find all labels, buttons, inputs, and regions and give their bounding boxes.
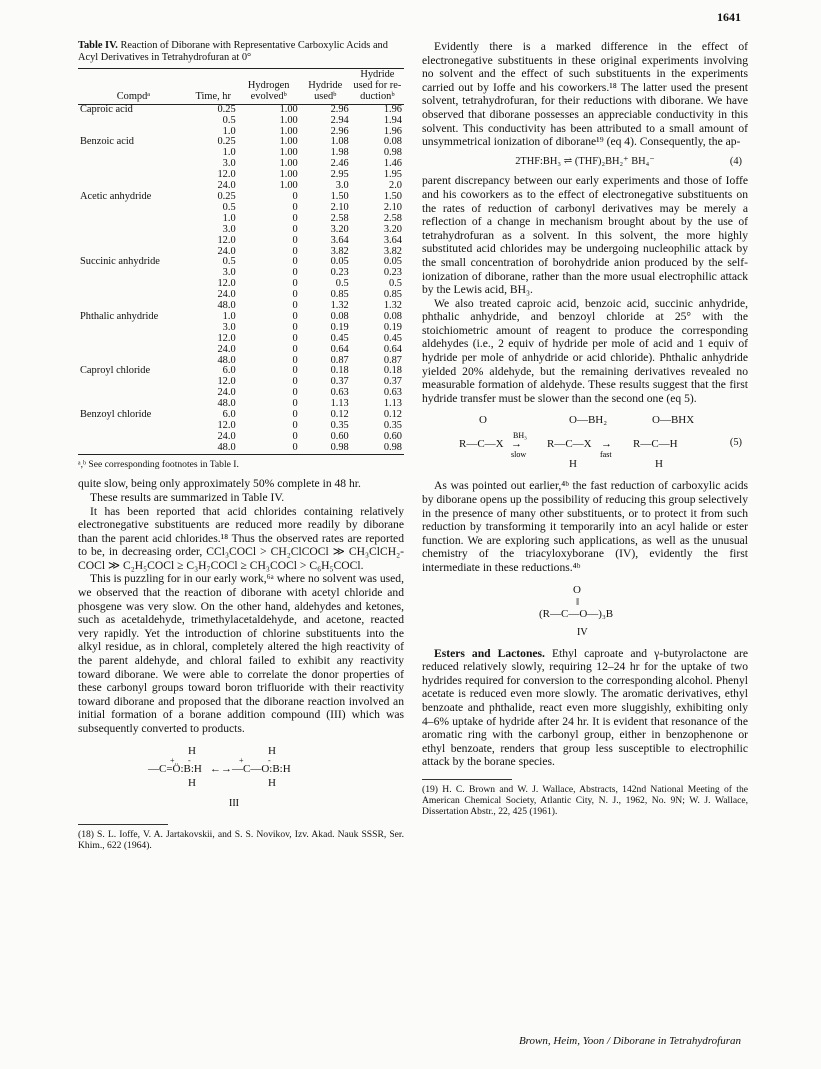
cell-compound — [78, 159, 189, 170]
cell-value: 0.98 — [383, 441, 402, 453]
svg-text:-: - — [188, 755, 191, 765]
cell-value: 0 — [292, 398, 298, 410]
cell-value: 3.20 — [383, 223, 402, 235]
footnote-rule — [78, 824, 168, 825]
cell-value: 0.5 — [222, 201, 236, 213]
cell-value: 0 — [292, 321, 298, 333]
cell-compound: Caproic acid — [80, 103, 133, 115]
svg-text:←→: ←→ — [210, 762, 232, 775]
cell-compound: Benzoic acid — [80, 136, 134, 148]
cell-value: 24.0 — [217, 387, 236, 399]
right-paragraph-3: We also treated caproic acid, benzoic acid, succinic anhydride, phthalic anhydride, and benzoyl chloride at 25° with the stoichiometric amount of reagent to produce the corresponding aldehydes (i.e., 2 equiv of hydride per mole of acid and 1 equiv of hydride per mole of anhydride or acid chloride). Phthalic anhydride yielded 20% aldehyde, but the remaining derivatives revealed no measurable formation of aldehyde. These results suggest that the first hydride transfer must be slower than the second one (eq 5). — [422, 296, 748, 405]
footnote-19: (19) H. C. Brown and W. J. Wallace, Abstracts, 142nd National Meeting of the American Chemical Society, Atlantic City, N. J., 1962, No. 9N; W. J. Wallace, Dissertation Abstr., 22, 425 (1961). — [422, 783, 748, 817]
cell-compound — [78, 203, 189, 214]
cell-value: 1.32 — [330, 300, 349, 312]
cell-compound — [78, 432, 189, 443]
svg-text:→: → — [511, 438, 522, 451]
esters-paragraph — [422, 647, 748, 769]
cell-value: 0.64 — [330, 343, 349, 355]
cell-value: 24.0 — [217, 289, 236, 301]
cell-value: 0.35 — [383, 420, 402, 431]
eq5-number: (5) — [729, 436, 742, 448]
eq5-reagent: BH₃ — [513, 431, 527, 441]
cell-value: 1.08 — [330, 136, 349, 148]
cell-value: 0 — [292, 212, 298, 224]
cell-value: 0.05 — [383, 256, 402, 268]
svg-text:—C—O:B:H: —C—O:B:H — [232, 762, 291, 775]
cell-value: 12.0 — [217, 376, 236, 388]
cell-value: 1.96 — [383, 103, 402, 115]
svg-text:R—C—X: R—C—X — [547, 438, 592, 451]
cell-value: 0.64 — [383, 343, 402, 355]
cell-value: 0 — [292, 201, 298, 213]
svg-text:R—C—H: R—C—H — [633, 438, 678, 451]
cell-value: 0 — [292, 223, 298, 235]
svg-text:R—C—X: R—C—X — [459, 438, 504, 451]
cell-value: 0.12 — [330, 409, 349, 421]
cell-value: 0.25 — [217, 190, 236, 202]
cell-value: 0.19 — [383, 321, 402, 333]
cell-value: 0.87 — [330, 354, 349, 366]
cell-value: 1.00 — [279, 103, 298, 115]
cell-value: 0.12 — [383, 409, 402, 421]
cell-compound: Phthalic anhydride — [80, 310, 159, 322]
table-row — [78, 236, 404, 247]
cell-value: 0 — [292, 409, 298, 421]
cell-compound — [78, 116, 189, 127]
cell-value: 1.00 — [279, 147, 298, 159]
svg-text:O: O — [573, 583, 581, 596]
running-footer: Brown, Heim, Yoon / Diborane in Tetrahydrofuran — [518, 1035, 741, 1047]
cell-value: 0.5 — [222, 256, 236, 268]
svg-text:—C=Ö:B:H: —C=Ö:B:H — [148, 762, 202, 775]
cell-value: 12.0 — [217, 234, 236, 246]
cell-value: 0.60 — [383, 430, 402, 442]
cell-value: 1.46 — [383, 158, 402, 170]
cell-value: 3.20 — [330, 223, 349, 235]
cell-value: 0.63 — [330, 387, 349, 399]
right-paragraph-1: Evidently there is a marked difference in the effect of electronegative substituents in these original experiments involving no solvent and the effect of such substituents in the experiments carried out by Ioffe and his coworkers.¹⁸ The latter used the present solvent, tetrahydrofuran, for their reductions with diborane. We have observed that diborane possesses an appreciable conductivity in this solvent. This conductivity has been attributed to a small amount of unsymmetrical ionization of diborane¹⁹ (eq 4). Consequently, the ap- — [422, 40, 748, 149]
cell-value: 3.0 — [335, 180, 349, 192]
header-compd: Compdᵃ — [116, 90, 151, 102]
svg-text:+: + — [170, 755, 175, 765]
table-row — [78, 421, 404, 432]
cell-compound — [78, 345, 189, 356]
cell-value: 0.35 — [330, 420, 349, 431]
cell-value: 0.87 — [383, 354, 402, 366]
cell-value: 0 — [292, 387, 298, 399]
table-row — [78, 443, 404, 454]
header-time: Time, hr — [195, 90, 231, 102]
cell-value: 24.0 — [217, 343, 236, 355]
right-paragraph-4: As was pointed out earlier,⁴ᵇ the fast reduction of carboxylic acids by diborane opens up the possibility of reducing this group selectively in the presence of many other substituents, or to protect it from such reduction by transforming it temporarily into an acyl halide or ester function. We are exploring such applications, as well as the unusual chemistry of the triacyloxyborane (IV), evidently the first intermediate in these reductions.⁴ᵇ — [422, 479, 748, 574]
cell-value: 0.5 — [389, 278, 402, 290]
table-row — [78, 410, 404, 421]
cell-value: 3.0 — [222, 223, 236, 235]
cell-value: 0.19 — [330, 321, 349, 333]
cell-compound — [78, 323, 189, 334]
cell-value: 1.00 — [279, 125, 298, 137]
cell-value: 0.98 — [330, 441, 349, 453]
cell-compound — [78, 148, 189, 159]
cell-value: 0.18 — [383, 365, 402, 377]
header-hydrogen: Hydrogen evolvedᵇ — [247, 79, 290, 102]
cell-value: 0 — [292, 256, 298, 268]
cell-compound — [78, 421, 189, 432]
cell-compound — [78, 443, 189, 454]
svg-text:H: H — [655, 458, 663, 471]
cell-compound — [78, 334, 189, 345]
cell-value: 12.0 — [217, 420, 236, 431]
cell-value: 2.58 — [383, 212, 402, 224]
cell-value: 3.64 — [330, 234, 349, 246]
structure-iv — [525, 581, 645, 641]
eq5-slow: slow — [511, 450, 527, 460]
eq4-right: (THF)₂BH₂⁺ BH₄⁻ — [574, 155, 655, 167]
cell-value: 0 — [292, 420, 298, 431]
cell-value: 3.0 — [222, 158, 236, 170]
cell-value: 2.10 — [383, 201, 402, 213]
cell-value: 0.25 — [217, 103, 236, 115]
cell-value: 0 — [292, 300, 298, 312]
eq4-arrow: ⇌ — [561, 155, 575, 167]
cell-compound — [78, 170, 189, 181]
cell-value: 1.95 — [383, 169, 402, 181]
data-table — [78, 68, 404, 455]
svg-text:H: H — [188, 744, 196, 757]
table-caption — [78, 40, 404, 64]
svg-text:→: → — [601, 438, 612, 451]
cell-value: 0.08 — [330, 310, 349, 322]
cell-value: 1.50 — [330, 190, 349, 202]
table-row — [78, 159, 404, 170]
structure-iv-label: IV — [577, 626, 588, 638]
cell-value: 1.32 — [383, 300, 402, 312]
cell-value: 0 — [292, 289, 298, 301]
cell-value: 0.23 — [383, 267, 402, 279]
cell-value: 1.13 — [383, 398, 402, 410]
svg-text:O—BHX: O—BHX — [652, 414, 695, 427]
cell-value: 1.94 — [383, 114, 402, 126]
svg-text:+: + — [239, 755, 244, 765]
svg-text:H: H — [268, 744, 276, 757]
left-paragraph-3: It has been reported that acid chlorides containing relatively electronegative substituents are reduced more readily by diborane than the parent acid chlorides.¹⁸ Thus the observed rates are reported to be, in decreasing order, CCl₃COCl > CH₂ClCOCl ≫ CH₃ClCH₂-COCl ≫ C₂H₅COCl ≥ C₃H₇COCl ≥ CH₃COCl > C₆H₅COCl. — [78, 504, 404, 572]
equation-4 — [422, 155, 748, 169]
cell-value: 48.0 — [217, 354, 236, 366]
cell-value: 3.0 — [222, 267, 236, 279]
cell-value: 0.05 — [330, 256, 349, 268]
cell-value: 0.08 — [383, 136, 402, 148]
cell-value: 0.18 — [330, 365, 349, 377]
cell-value: 0 — [292, 376, 298, 388]
table-row — [78, 312, 404, 323]
table-row — [78, 137, 404, 148]
table-row — [78, 203, 404, 214]
table-row — [78, 290, 404, 301]
svg-text:H: H — [569, 458, 577, 471]
svg-text:-: - — [268, 755, 271, 765]
cell-value: 0.98 — [383, 147, 402, 159]
table-footnote: ᵃ,ᵇ See corresponding footnotes in Table I. — [78, 458, 239, 470]
cell-value: 6.0 — [222, 409, 236, 421]
left-column — [78, 40, 404, 851]
svg-text:(R—C—O—)₃B: (R—C—O—)₃B — [539, 607, 614, 620]
cell-value: 0.63 — [383, 387, 402, 399]
table-row — [78, 268, 404, 279]
cell-value: 0.45 — [330, 332, 349, 344]
cell-compound: Caproyl chloride — [80, 365, 151, 377]
table-row — [78, 170, 404, 181]
cell-compound — [78, 388, 189, 399]
cell-value: 0 — [292, 234, 298, 246]
table-row — [78, 116, 404, 127]
eq4-left: 2THF:BH₃ — [515, 155, 561, 167]
footnote-18: (18) S. L. Ioffe, V. A. Jartakovskii, and S. S. Novikov, Izv. Akad. Nauk SSSR, Ser. Khim., 622 (1964). — [78, 828, 404, 851]
cell-value: 0.5 — [335, 278, 349, 290]
cell-value: 0 — [292, 430, 298, 442]
cell-value: 0.85 — [330, 289, 349, 301]
cell-compound: Succinic anhydride — [80, 256, 160, 268]
cell-value: 6.0 — [222, 365, 236, 377]
cell-value: 1.50 — [383, 190, 402, 202]
cell-value: 0 — [292, 343, 298, 355]
cell-compound — [78, 290, 189, 301]
svg-text:O: O — [479, 414, 487, 427]
cell-value: 1.00 — [279, 158, 298, 170]
cell-value: 1.0 — [222, 147, 236, 159]
cell-value: 1.98 — [330, 147, 349, 159]
table-row — [78, 345, 404, 356]
cell-value: 0 — [292, 310, 298, 322]
cell-value: 0 — [292, 332, 298, 344]
equation-5 — [422, 411, 748, 473]
eq5-fast: fast — [600, 450, 612, 460]
cell-value: 24.0 — [217, 430, 236, 442]
cell-value: 2.46 — [330, 158, 349, 170]
cell-compound — [78, 225, 189, 236]
cell-value: 1.00 — [279, 180, 298, 192]
esters-text: Ethyl caproate and γ-butyrolactone are reduced relatively slowly, requiring 12–24 hr for the uptake of two hydrides required for conversion to the corresponding alcohol. Phenyl acetate is reduced even more slowly. The aromatic derivatives, ethyl benzoate and phthalide, react even more sluggishly, exhibiting only 4–6% uptake of hydride after 24 hr. It is evident that resonance of the aromatic ring with the carbonyl group, either in benzophenone or ethyl benzoate, renders that group less susceptible to electrophilic attack by the borane species. — [422, 646, 748, 769]
cell-value: 0 — [292, 365, 298, 377]
cell-value: 0.08 — [383, 310, 402, 322]
cell-compound — [78, 279, 189, 290]
cell-value: 1.00 — [279, 169, 298, 181]
cell-value: 3.82 — [330, 245, 349, 257]
cell-value: 1.96 — [383, 125, 402, 137]
cell-value: 1.00 — [279, 136, 298, 148]
cell-compound — [78, 214, 189, 225]
table-row — [78, 148, 404, 159]
header-hydride-used: Hydride usedᵇ — [308, 79, 343, 102]
cell-value: 0.23 — [330, 267, 349, 279]
table-row — [78, 323, 404, 334]
cell-value: 0 — [292, 190, 298, 202]
svg-text:H: H — [268, 776, 276, 789]
table-row — [78, 377, 404, 388]
structure-iii — [126, 742, 356, 814]
cell-value: 2.94 — [330, 114, 349, 126]
cell-value: 48.0 — [217, 398, 236, 410]
cell-value: 2.10 — [330, 201, 349, 213]
cell-value: 0 — [292, 354, 298, 366]
table-row — [78, 432, 404, 443]
table-title: Table IV. — [78, 40, 118, 51]
cell-value: 0.85 — [383, 289, 402, 301]
cell-value: 12.0 — [217, 332, 236, 344]
cell-value: 3.64 — [383, 234, 402, 246]
cell-compound: Benzoyl chloride — [80, 409, 152, 421]
cell-value: 3.0 — [222, 321, 236, 333]
cell-value: 48.0 — [217, 441, 236, 453]
right-paragraph-2: parent discrepancy between our early experiments and those of Ioffe and his coworkers as to the effect of electronegative substituents on the rates of reduction of carbonyl derivatives may be merely a reflection of a change in mechanism brought about by the use of tetrahydrofuran as a solvent. In this solvent, the more highly substituted acid chlorides may be undergoing nucleophilic attack by the small concentration of borohydride anion produced by the self-ionization of diborane, rather than the more usual electrophilic attack by the Lewis acid, BH₃. — [422, 174, 748, 297]
cell-value: 0.37 — [330, 376, 349, 388]
eq4-number: (4) — [729, 155, 742, 167]
table-row — [78, 257, 404, 268]
cell-value: 1.13 — [330, 398, 349, 410]
cell-compound — [78, 377, 189, 388]
cell-value: 0 — [292, 245, 298, 257]
cell-value: 0.60 — [330, 430, 349, 442]
cell-value: 1.0 — [222, 310, 236, 322]
cell-value: 12.0 — [217, 278, 236, 290]
cell-value: 0.25 — [217, 136, 236, 148]
cell-value: 24.0 — [217, 180, 236, 192]
cell-value: 0.37 — [383, 376, 402, 388]
table-row — [78, 104, 404, 115]
table-row — [78, 388, 404, 399]
structure-iii-label: III — [229, 797, 239, 809]
cell-value: 2.96 — [330, 103, 349, 115]
table-row — [78, 366, 404, 377]
table-row — [78, 279, 404, 290]
svg-text:H: H — [188, 776, 196, 789]
cell-compound — [78, 236, 189, 247]
cell-compound — [78, 268, 189, 279]
svg-text:O—BH₂: O—BH₂ — [569, 414, 608, 427]
cell-value: 1.00 — [279, 114, 298, 126]
svg-text:‖: ‖ — [576, 595, 580, 608]
table-row — [78, 192, 404, 203]
cell-value: 0.5 — [222, 114, 236, 126]
cell-value: 0 — [292, 267, 298, 279]
table-row — [78, 225, 404, 236]
table-row — [78, 334, 404, 345]
cell-value: 12.0 — [217, 169, 236, 181]
cell-value: 1.0 — [222, 212, 236, 224]
cell-value: 3.82 — [383, 245, 402, 257]
cell-value: 2.58 — [330, 212, 349, 224]
left-paragraph-1: quite slow, being only approximately 50% complete in 48 hr. — [78, 477, 361, 491]
cell-value: 2.96 — [330, 125, 349, 137]
table-caption-text: Reaction of Diborane with Representative Carboxylic Acids and Acyl Derivatives in Tetrahydrofuran at 0° — [78, 40, 388, 63]
cell-compound: Acetic anhydride — [80, 190, 152, 202]
header-hydride-reduction: Hydride used for re-ductionᵇ — [353, 69, 402, 102]
cell-value: 0 — [292, 441, 298, 453]
table-row — [78, 214, 404, 225]
cell-value: 0 — [292, 278, 298, 290]
right-column — [422, 40, 748, 817]
cell-value: 48.0 — [217, 300, 236, 312]
left-paragraph-4: This is puzzling for in our early work,⁶ᵃ where no solvent was used, we observed that the reaction of diborane with acetyl chloride and phosgene was very slow. On the other hand, aldehydes and ketones, such as acetaldehyde, trimethylacetaldehyde, and acetone, reacted very rapidly. Yet the introduction of chlorine substituents into the alkyl residue, as in chloral, completely altered the high reactivity of the parent aldehyde, and chloral failed to exhibit any reactivity toward diborane. We were able to correlate the donor properties of these carbonyl groups toward boron trifluoride with their reactivity toward diborane and proposed that the diborane reaction involved an initial formation of a borane addition compound (III) which was subsequently converted to products. — [78, 572, 404, 735]
cell-value: 0.45 — [383, 332, 402, 344]
cell-value: 24.0 — [217, 245, 236, 257]
footnote-rule-right — [422, 779, 512, 780]
page-number: 1641 — [717, 10, 741, 24]
cell-value: 2.0 — [389, 180, 402, 192]
left-paragraph-2: These results are summarized in Table IV. — [90, 490, 285, 504]
cell-value: 1.0 — [222, 125, 236, 137]
esters-heading: Esters and Lactones. — [434, 646, 545, 660]
cell-value: 2.95 — [330, 169, 349, 181]
